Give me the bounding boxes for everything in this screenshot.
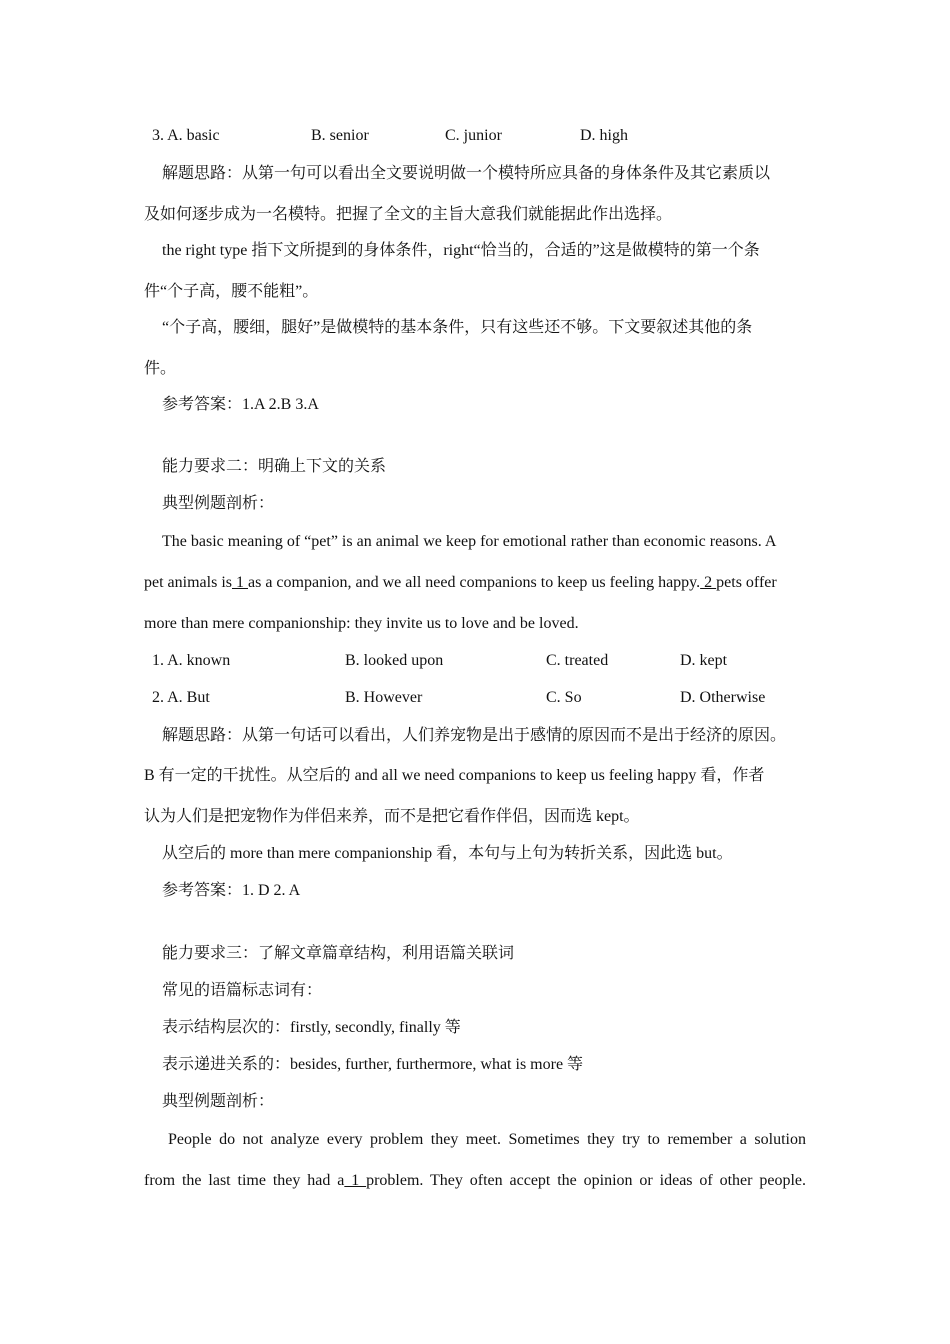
sec2-passage-line-1: The basic meaning of “pet” is an animal we keep for emotional rather than economic reasons. A [162,533,777,550]
sec2-answer: 参考答案：1. D 2. A [162,882,301,899]
q1-option-b: B. looked upon [345,652,444,669]
sec1-analysis-line-6: 件。 [144,360,177,377]
passage-text: as a companion, and we all need companions to keep us feeling happy. [247,574,701,591]
sec2-analysis-line-4: 从空后的 more than mere companionship 看，本句与上句为转折关系，因此选 but。 [162,845,733,862]
blank-2: 2 [700,574,717,591]
sec3-structure-markers: 表示结构层次的：firstly, secondly, finally 等 [162,1019,461,1036]
sec2-analysis-line-2: B 有一定的干扰性。从空后的 and all we need companions to keep us feeling happy 看，作者 [144,767,765,784]
sec1-answer: 参考答案：1.A 2.B 3.A [162,396,319,413]
sec1-analysis-line-2: 及如何逐步成为一名模特。把握了全文的主旨大意我们就能据此作出选择。 [144,206,673,223]
sec1-analysis-line-5: “个子高，腰细，腿好”是做模特的基本条件，只有这些还不够。下文要叙述其他的条 [162,319,753,336]
passage-text: pet animals is [144,574,232,591]
q3-option-c: C. junior [445,127,502,144]
sec3-passage-line-1: People do not analyze every problem they meet. Sometimes they try to remember a solution [168,1131,806,1148]
q2-option-a: 2. A. But [152,689,210,706]
sec3-markers-label: 常见的语篇标志词有： [162,982,323,999]
passage-text: pets offer [716,574,777,591]
q1-option-c: C. treated [546,652,609,669]
passage-text: from the last time they had a [144,1172,345,1189]
sec3-progression-markers: 表示递进关系的：besides, further, furthermore, what is more 等 [162,1056,584,1073]
sec2-analysis-line-3: 认为人们是把宠物作为伴侣来养，而不是把它看作伴侣，因而选 kept。 [144,808,640,825]
sec2-passage-line-2 [144,575,777,591]
passage-text: problem. They often accept the opinion or ideas of other people. [366,1172,807,1189]
q2-option-c: C. So [546,689,582,706]
q2-option-b: B. However [345,689,423,706]
sec2-analysis-line-1: 解题思路：从第一句话可以看出，人们养宠物是出于感情的原因而不是出于经济的原因。 [162,727,787,744]
sec3-heading: 能力要求三：了解文章篇章结构，利用语篇关联词 [162,945,515,962]
blank-1: 1 [231,574,248,591]
blank-1: 1 [344,1172,367,1189]
q3-option-a: 3. A. basic [152,127,220,144]
sec3-example-label: 典型例题剖析： [162,1093,275,1110]
sec3-passage-line-2 [144,1173,806,1189]
sec1-analysis-line-4: 件“个子高，腰不能粗”。 [144,283,319,300]
sec1-analysis-line-1: 解题思路：从第一句可以看出全文要说明做一个模特所应具备的身体条件及其它素质以 [162,165,771,182]
q3-option-b: B. senior [311,127,369,144]
sec2-passage-line-3: more than mere companionship: they invite us to love and be loved. [144,615,579,632]
sec2-example-label: 典型例题剖析： [162,495,275,512]
q1-option-a: 1. A. known [152,652,231,669]
sec2-heading: 能力要求二：明确上下文的关系 [162,458,387,475]
sec1-analysis-line-3: the right type 指下文所提到的身体条件，right“恰当的，合适的”这是做模特的第一个条 [162,242,760,259]
q3-option-d: D. high [580,127,628,144]
q2-option-d: D. Otherwise [680,689,766,706]
q1-option-d: D. kept [680,652,728,669]
